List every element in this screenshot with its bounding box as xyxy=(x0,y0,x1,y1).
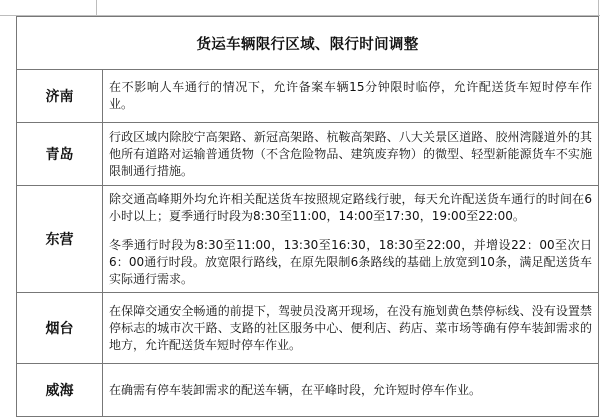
policy-text xyxy=(103,123,599,186)
city-name: 济南 xyxy=(17,70,103,123)
policy-text xyxy=(103,293,599,364)
policy-text xyxy=(103,70,599,123)
ruler-tick xyxy=(96,0,97,16)
policy-paragraph: 除交通高峰期外均允许相关配送货车按照规定路线行驶，每天允许配送货车通行的时间在6小时以上；夏季通行时段为8:30至11:00，14:00至17:30，19:00至22:00。 xyxy=(109,191,592,223)
restriction-table xyxy=(16,16,599,417)
policy-paragraph: 在不影响人车通行的情况下，允许备案车辆15分钟限时临停，允许配送货车短时停车作业。 xyxy=(109,80,592,111)
table-row xyxy=(17,293,599,364)
table-row xyxy=(17,70,599,123)
ruler-tick xyxy=(598,0,599,16)
policy-paragraph: 行政区域内除胶宁高架路、新冠高架路、杭鞍高架路、八大关景区道路、胶州湾隧道外的其他所有道路对运输普通货物（不含危险物品、建筑废弃物）的微型、轻型新能源货车不实施限制通行措施。 xyxy=(109,129,592,178)
policy-text xyxy=(103,364,599,417)
policy-paragraph: 在确需有停车装卸需求的配送车辆，在平峰时段，允许短时停车作业。 xyxy=(109,382,482,397)
city-name: 青岛 xyxy=(17,123,103,186)
table-title: 货运车辆限行区域、限行时间调整 xyxy=(17,17,599,70)
policy-paragraph: 冬季通行时段为8:30至11:00，13:30至16:30，18:30至22:00，并增设22：00至次日6：00通行时段。放宽限行路线，在原先限制6条路线的基础上放宽到10条，满足配送货车实际通行需求。 xyxy=(109,237,592,286)
table-row xyxy=(17,186,599,293)
table-row xyxy=(17,364,599,417)
table-row xyxy=(17,123,599,186)
policy-paragraph: 在保障交通安全畅通的前提下，驾驶员没离开现场，在没有施划黄色禁停标线、没有设置禁停标志的城市次干路、支路的社区服务中心、便利店、药店、菜市场等确有停车装卸需求的地方，允许配送货车短时停车作业。 xyxy=(109,303,592,352)
city-name: 威海 xyxy=(17,364,103,417)
city-name: 烟台 xyxy=(17,293,103,364)
top-ruler-strip xyxy=(0,0,600,16)
city-name: 东营 xyxy=(17,186,103,293)
policy-text xyxy=(103,186,599,293)
